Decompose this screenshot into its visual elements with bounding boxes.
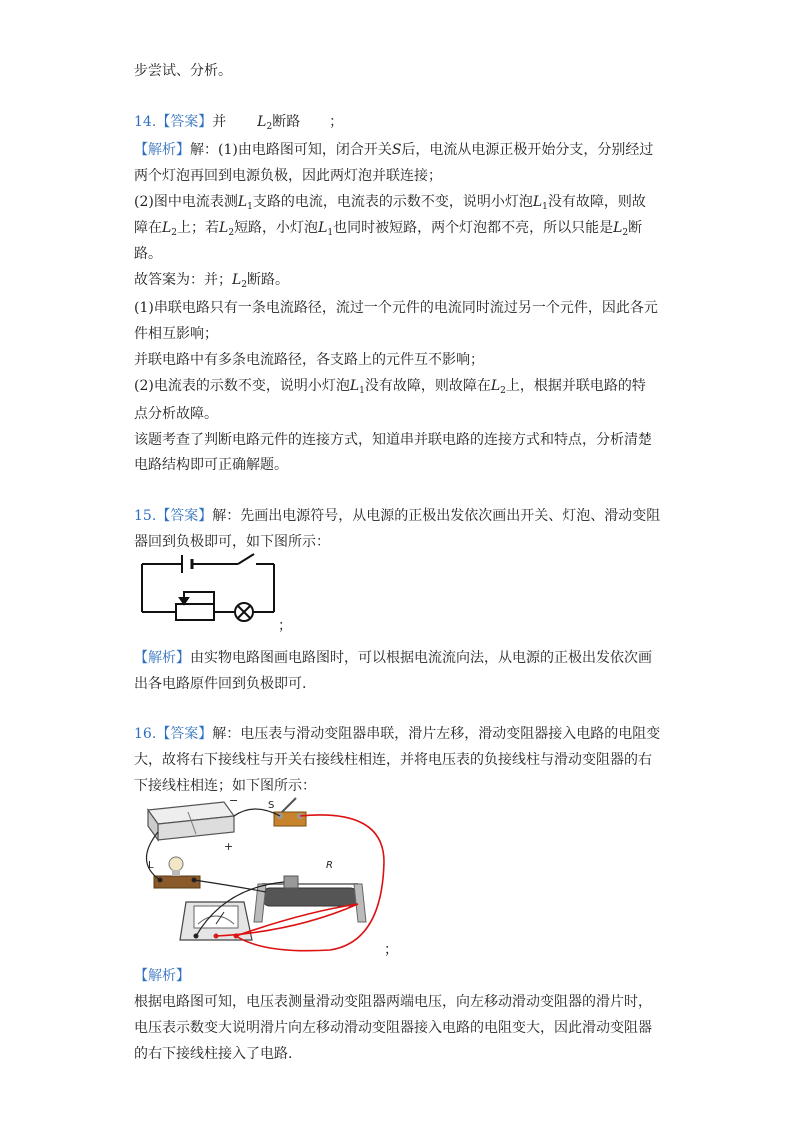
lamp-sub: 2 [228,228,235,238]
q14-text: 点分析故障。 [134,406,218,422]
q14-answer-1: 并 [212,114,227,130]
q14-text: 断路。 [247,272,290,288]
q14-line-8 [134,322,674,346]
q15-fig-tail-text: ； [278,618,292,634]
battery-plus-label: + [224,840,234,853]
q15-fig-tail [278,614,298,638]
q14-line-12 [134,428,674,452]
q14-text: 件相互影响； [134,326,218,342]
rheostat [254,876,366,922]
q16-line-4 [134,990,674,1014]
q14-answer-2-sub: 2 [266,122,273,132]
q14-answer-2-tail: 断路 [272,114,301,130]
battery-minus-label: − [229,794,239,807]
q14-line-1 [134,138,674,162]
switch-label: S [268,800,275,811]
q14-text: 后，电流从电源正极开始分支，分别经过 [401,142,654,158]
lamp [154,857,200,888]
q14-text: 断 [628,220,643,236]
q16-line-5 [134,1016,674,1040]
battery-box [148,802,234,840]
lamp-symbol: L [237,194,248,210]
q13-tail-text: 步尝试、分析。 [134,63,232,79]
q16-line-6 [134,1042,674,1066]
q14-line-2 [134,164,674,188]
q16-text: 大，故将右下接线柱与开关右接线柱相连，并将电压表的负接线柱与滑动变阻器的右 [134,752,652,768]
answer-label: 【答案】 [156,114,213,130]
lamp-symbol: L [613,220,623,236]
physical-circuit-figure [134,792,392,958]
q14-answer-sep: ； [329,114,344,130]
q15-text: 器回到负极即可，如下图所示： [134,534,330,550]
q16-text: 电压表示数变大说明滑片向左移动滑动变阻器接入电路的电阻变大，因此滑动变阻器 [134,1020,652,1036]
q15-line-1 [134,504,674,528]
q14-text: 故答案为：并； [134,272,232,288]
q14-line-5 [134,242,674,266]
rheostat-label: R [326,860,333,871]
q14-text: 障在 [134,220,162,236]
lamp-symbol: L [219,220,229,236]
q14-line-10 [134,374,674,403]
q15-text: 出各电路原件回到负极即可. [134,676,307,692]
q14-text: 解：(1)由电路图可知，闭合开关 [190,142,392,158]
switch [274,798,306,826]
lamp-sub: 2 [241,280,248,290]
analysis-label: 【解析】 [134,142,190,158]
lamp-symbol: L [490,378,501,394]
lamp-symbol: L [532,194,543,210]
q16-analysis-label-line [134,964,674,988]
lamp-symbol: L [162,220,172,236]
lamp-symbol: L [232,272,242,288]
q14-answer-line [134,110,674,139]
analysis-label: 【解析】 [134,650,190,666]
lamp-sub: 2 [171,228,178,238]
q14-answer-2: L [257,114,267,130]
q14-line-11 [134,402,674,426]
q15-text: 由实物电路图画电路图时，可以根据电流流向法，从电源的正极出发依次画 [190,650,652,666]
q16-number: 16. [134,726,157,742]
circuit-diagram [134,552,279,622]
q16-text: 根据电路图可知，电压表测量滑动变阻器两端电压，向左移动滑动变阻器的滑片时， [134,994,652,1010]
q14-text: 并联电路中有多条电流路径，各支路上的元件互不影响； [134,352,484,368]
q14-text: (2)图中电流表测 [134,194,238,210]
q16-fig-tail [384,938,404,962]
q13-tail [134,59,674,83]
q14-number: 14. [134,114,157,130]
switch-blade [238,554,254,564]
q14-line-9 [134,348,674,372]
q14-text: 路。 [134,246,162,262]
q14-text: 两个灯泡再回到电源负极，因此两灯泡并联连接； [134,168,442,184]
lamp-symbol: L [349,378,360,394]
q16-line-2 [134,748,674,772]
lamp-sub: 2 [500,386,506,396]
answer-label: 【答案】 [156,726,213,742]
q14-text: 上，根据并联电路的特 [505,378,646,394]
q14-text: 没有故障，则故障在 [364,378,491,394]
q14-line-6 [134,268,674,297]
q16-text: 解：电压表与滑动变阻器串联，滑片左移，滑动变阻器接入电路的电阻变 [212,726,661,742]
q14-text: (2)电流表的示数不变，说明小灯泡 [134,378,350,394]
q15-line-2 [134,530,674,554]
q16-text: 下接线柱相连；如下图所示： [134,778,316,794]
lamp-sub: 1 [247,202,253,212]
switch-symbol: S [391,142,402,158]
q14-text: 支路的电流，电流表的示数不变，说明小灯泡 [252,194,533,210]
q14-text: 也同时被短路，两个灯泡都不亮，所以只能是 [333,220,614,236]
lamp-sub: 1 [359,386,365,396]
q14-line-3 [134,190,674,219]
q14-line-7 [134,296,674,320]
lamp-sub: 1 [327,228,334,238]
q15-number: 15. [134,508,157,524]
q14-text: (1)串联电路只有一条电流路径，流过一个元件的电流同时流过另一个元件，因此各元 [134,300,658,316]
q15-line-4 [134,672,674,696]
lamp-sub: 2 [622,228,629,238]
q14-line-4 [134,216,674,245]
q14-line-13 [134,453,674,477]
lamp-symbol: L [318,220,328,236]
q14-text: 上；若 [177,220,220,236]
answer-label: 【答案】 [156,508,213,524]
lamp-label: L [148,860,154,871]
lamp-sub: 1 [542,202,548,212]
q14-text: 电路结构即可正确解题。 [134,457,288,473]
q14-text: 短路，小灯泡 [234,220,319,236]
analysis-label: 【解析】 [134,968,190,984]
q16-line-1 [134,722,674,746]
q14-text: 没有故障，则故 [547,194,646,210]
q16-fig-tail-text: ； [384,942,398,958]
q15-text: 解：先画出电源符号，从电源的正极出发依次画出开关、灯泡、滑动变阻 [212,508,661,524]
q15-line-3 [134,646,674,670]
q14-text: 该题考查了判断电路元件的连接方式，知道串并联电路的连接方式和特点，分析清楚 [134,432,652,448]
slider-wire [184,592,214,612]
q16-text: 的右下接线柱接入了电路. [134,1046,293,1062]
rheostat-body [176,604,214,620]
